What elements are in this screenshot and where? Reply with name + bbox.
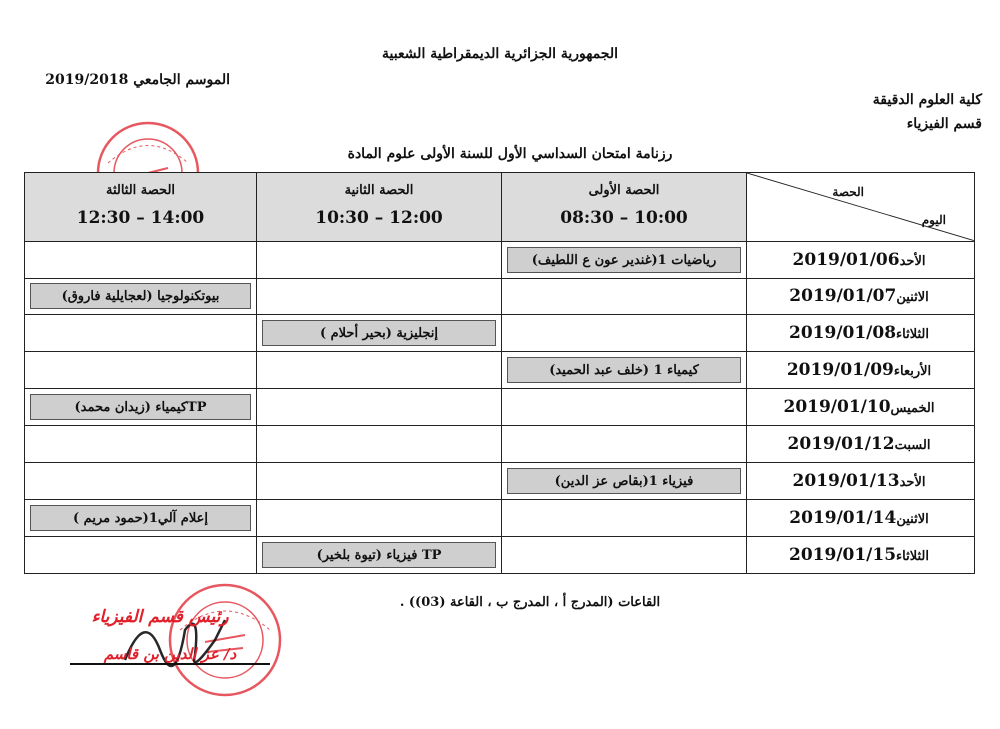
session-slot [257, 426, 502, 463]
day-cell [747, 241, 975, 278]
session-slot [257, 352, 502, 389]
table-row [25, 500, 975, 537]
table-header-row [25, 173, 975, 242]
republic-heading: الجمهورية الجزائرية الديمقراطية الشعبية [381, 46, 618, 62]
table-row [25, 463, 975, 500]
session-slot [502, 536, 747, 573]
faculty-name: كلية العلوم الدقيقة [872, 92, 982, 108]
session-slot [257, 463, 502, 500]
day-date: 2019/01/15 [789, 544, 897, 565]
corner-header [747, 173, 975, 242]
day-date: 2019/01/12 [787, 434, 895, 455]
session-1-name: الحصة الأولى [588, 183, 660, 198]
session-slot [257, 536, 502, 573]
session-slot [257, 241, 502, 278]
day-date: 2019/01/08 [789, 323, 897, 344]
day-name: الثلاثاء [896, 327, 929, 343]
session-slot [25, 536, 257, 573]
schedule-title: رزنامة امتحان السداسي الأول للسنة الأولى علوم المادة [347, 146, 673, 162]
session-slot [502, 315, 747, 352]
session-slot [25, 463, 257, 500]
session-3-name: الحصة الثالثة [105, 183, 176, 198]
day-name: الأحد [899, 253, 926, 269]
exam-rooms-note: القاعات (المدرج أ ، المدرج ب ، القاعة (03)) . [399, 595, 661, 610]
schedule-body [25, 241, 975, 573]
table-row [25, 241, 975, 278]
session-slot [257, 500, 502, 537]
table-row [25, 389, 975, 426]
session-slot [25, 241, 257, 278]
session-2-header [257, 173, 502, 242]
exam-entry: TPكيمياء (زيدان محمد) [30, 394, 252, 420]
day-cell [747, 278, 975, 315]
exam-entry: فيزياء 1(بقاص عز الدين) [507, 468, 741, 494]
session-slot [25, 500, 257, 537]
day-name: الاثنين [896, 511, 929, 527]
day-cell [747, 352, 975, 389]
academic-season: الموسم الجامعي 2019/2018 [45, 72, 230, 88]
session-slot [25, 389, 257, 426]
day-cell [747, 500, 975, 537]
day-date: 2019/01/14 [789, 507, 897, 528]
day-date: 2019/01/06 [792, 249, 900, 270]
session-slot [502, 241, 747, 278]
table-row [25, 315, 975, 352]
session-slot [25, 352, 257, 389]
day-name: السبت [894, 438, 931, 454]
session-slot [502, 426, 747, 463]
session-2-name: الحصة الثانية [344, 183, 414, 198]
day-name: الأحد [899, 475, 926, 491]
exam-entry: إنجليزية (بحير أحلام ) [262, 320, 496, 346]
session-slot [502, 389, 747, 426]
table-row [25, 536, 975, 573]
corner-day-label: اليوم [921, 212, 946, 227]
department-head-name: د/ عز الدين بن قاسم [70, 645, 270, 665]
corner-session-label: الحصة [832, 185, 864, 199]
session-3-time: 12:30 – 14:00 [76, 208, 205, 228]
table-row [25, 352, 975, 389]
day-date: 2019/01/09 [786, 360, 894, 381]
day-name: الاثنين [896, 290, 929, 306]
day-name: الخميس [890, 401, 935, 417]
day-cell [747, 315, 975, 352]
table-row [25, 426, 975, 463]
day-name: الثلاثاء [896, 548, 929, 564]
session-slot [502, 352, 747, 389]
day-date: 2019/01/07 [789, 286, 897, 307]
exam-entry: TP فيزياء (تيوة بلخير) [262, 542, 496, 568]
session-slot [502, 278, 747, 315]
day-cell [747, 536, 975, 573]
session-slot [25, 278, 257, 315]
day-date: 2019/01/13 [792, 471, 900, 492]
day-name: الأربعاء [893, 364, 932, 380]
exam-entry: بيوتكنولوجيا (لعجايلية فاروق) [30, 283, 252, 309]
exam-entry: كيمياء 1 (خلف عبد الحميد) [507, 357, 741, 383]
table-row [25, 278, 975, 315]
exam-schedule-table [24, 172, 975, 574]
session-slot [502, 463, 747, 500]
session-slot [257, 389, 502, 426]
session-3-header [25, 173, 257, 242]
session-slot [257, 315, 502, 352]
session-2-time: 10:30 – 12:00 [315, 208, 443, 228]
session-1-time: 08:30 – 10:00 [560, 208, 688, 228]
day-cell [747, 426, 975, 463]
diagonal-line-icon [747, 173, 974, 241]
department-name: قسم الفيزياء [906, 116, 982, 132]
day-date: 2019/01/10 [783, 397, 891, 418]
session-slot [25, 315, 257, 352]
session-1-header [502, 173, 747, 242]
session-slot [257, 278, 502, 315]
session-slot [25, 426, 257, 463]
day-cell [747, 463, 975, 500]
department-head-title: رئيس قسم الفيزياء [91, 607, 229, 627]
exam-entry: رياضيات 1(غندير عون ع اللطيف) [507, 247, 741, 273]
day-cell [747, 389, 975, 426]
exam-entry: إعلام آلي1(حمود مريم ) [30, 505, 252, 531]
session-slot [502, 500, 747, 537]
